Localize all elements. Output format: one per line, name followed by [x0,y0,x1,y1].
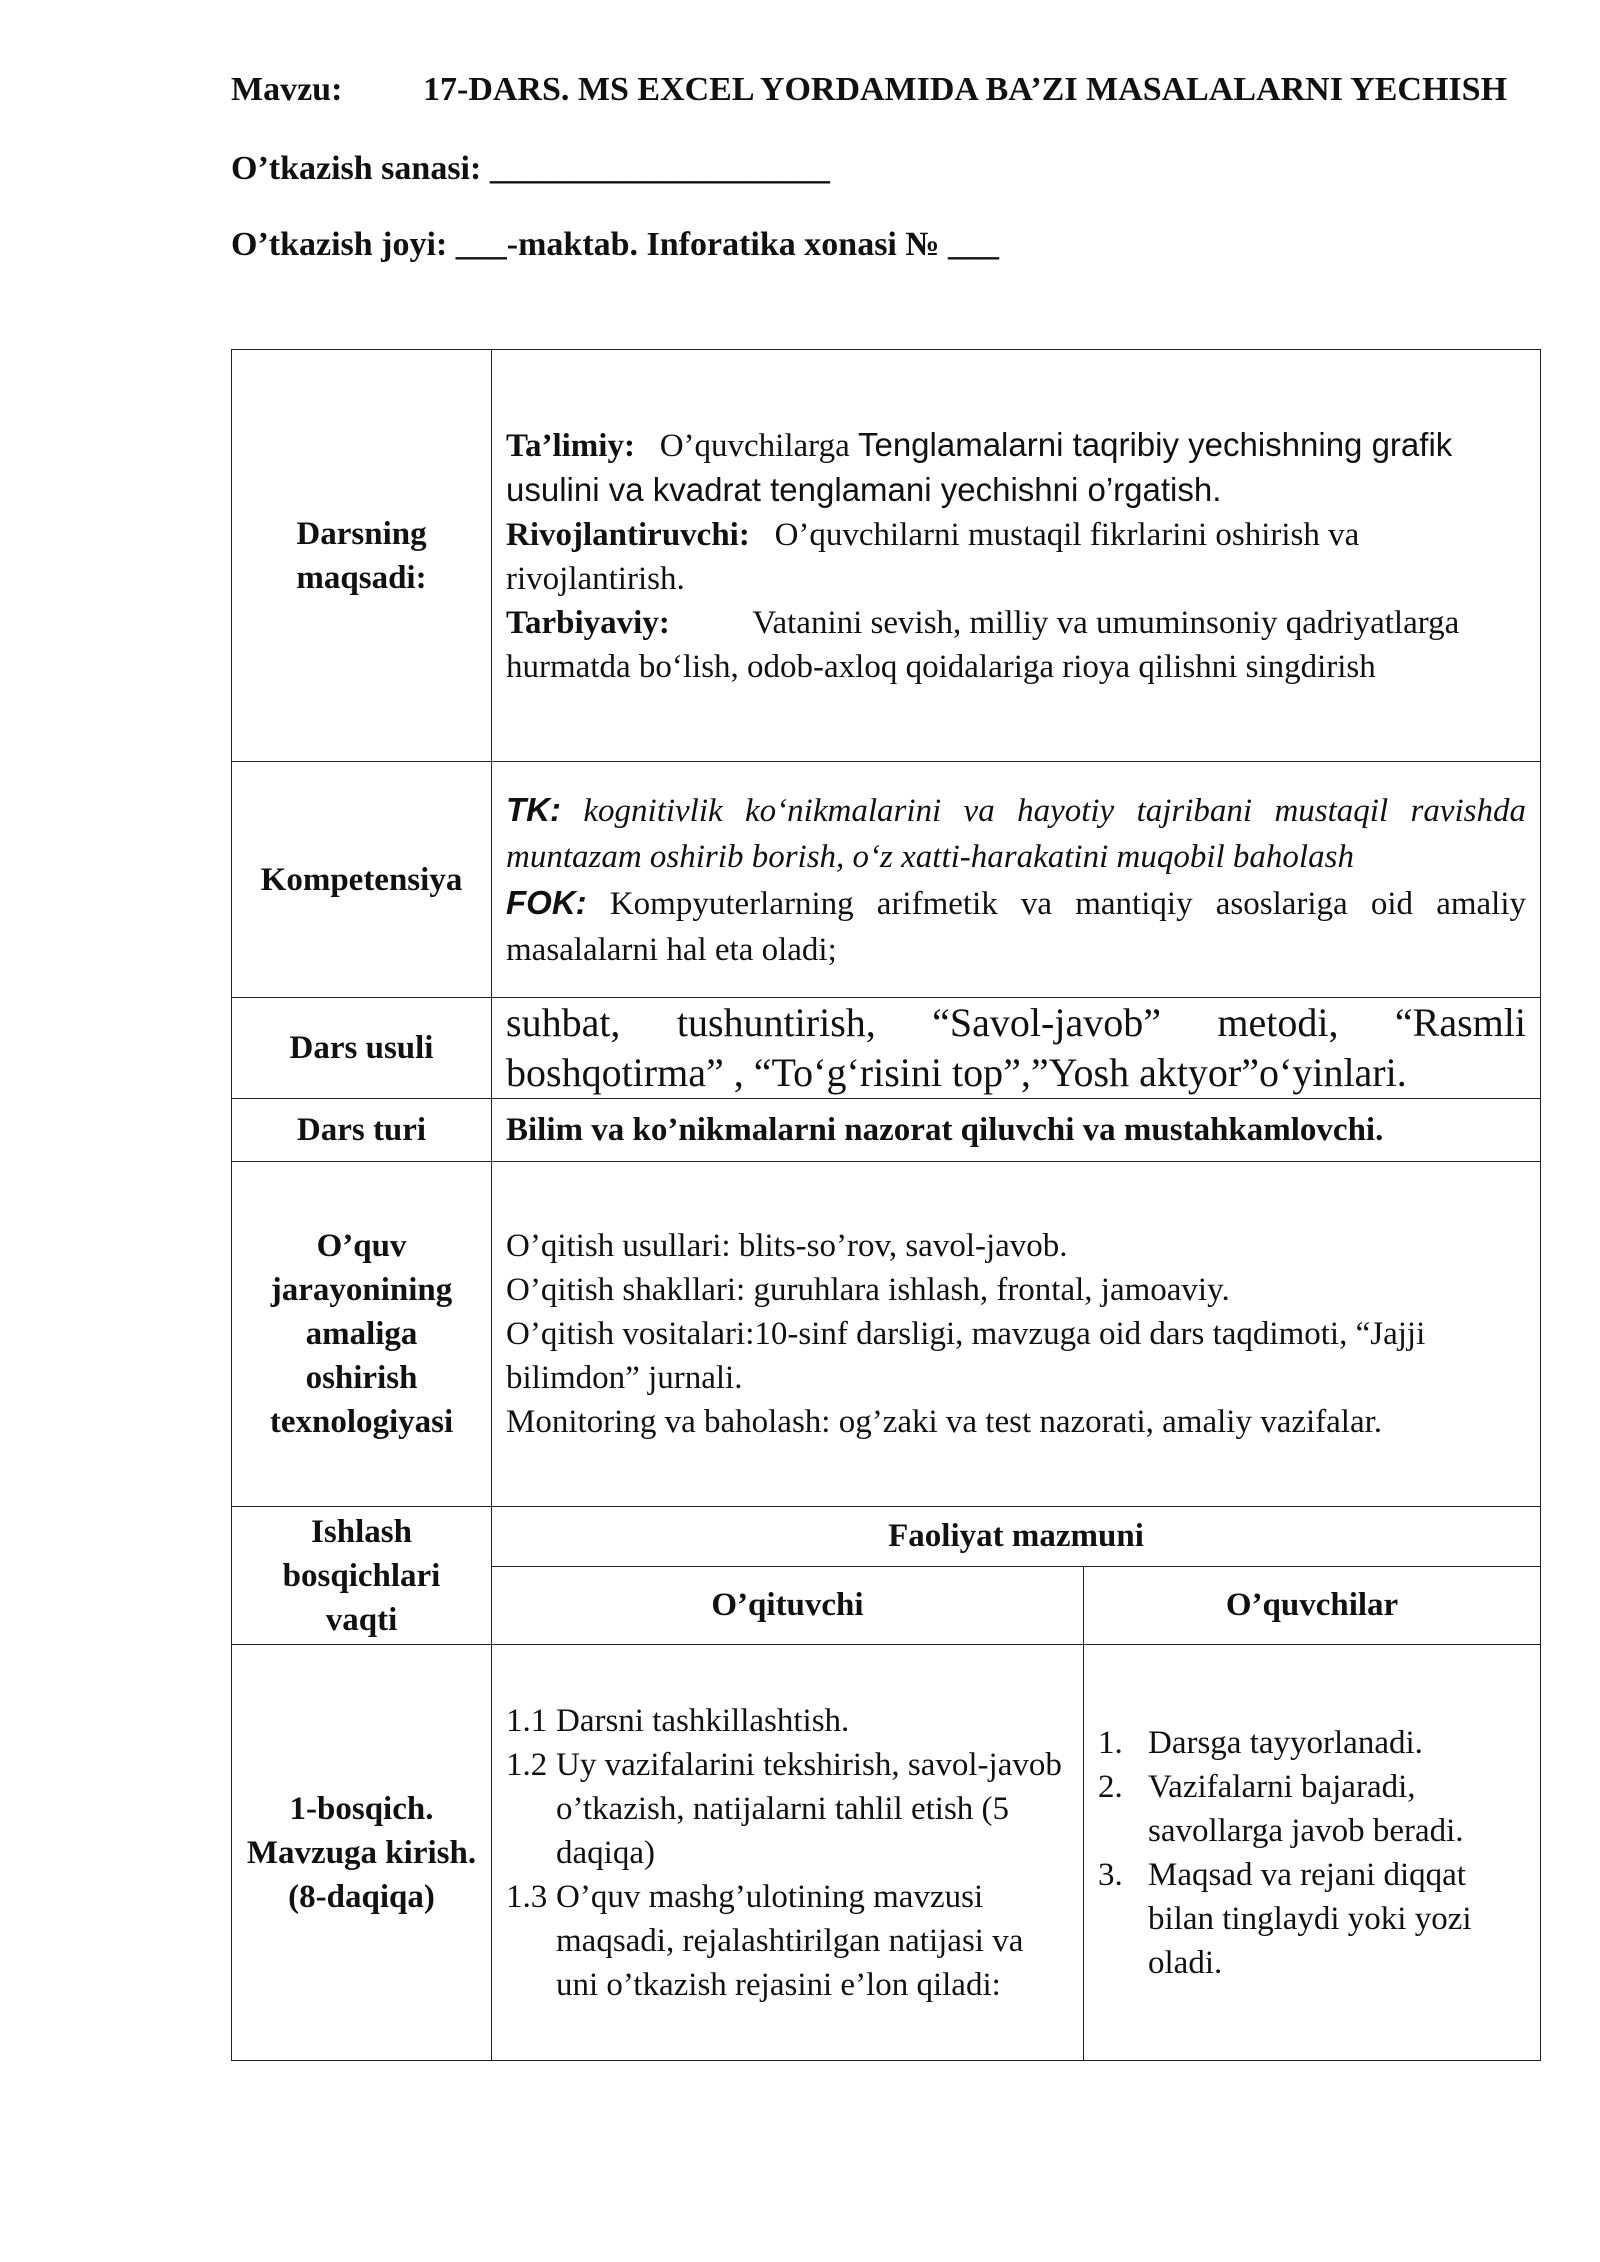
tk-label: TK: [506,790,561,828]
lesson-header [231,72,1531,264]
tk-competence [506,787,1526,880]
step-text: Darsni tashkillashtish. [556,1702,850,1739]
fok-competence [506,880,1526,973]
teacher-header: O’qituvchi [492,1567,1084,1645]
stage-1-teacher [492,1645,1084,2061]
activity-header-row [232,1507,1541,1567]
type-label: Dars turi [232,1099,492,1162]
fok-text: Kompyuterlarning arifmetik va mantiqiy asoslariga oid amaliy masalalarni hal eta oladi; [506,885,1527,968]
list-item [506,1743,1069,1875]
educational-goal [506,423,1526,513]
upbringing-goal [506,601,1526,689]
list-item [1098,1721,1526,1765]
date-line: O’tkazish sanasi: ____________________ [231,150,830,187]
technology-line: O’qitish vositalari:10-sinf darsligi, mavzuga oid dars taqdimoti, “Jajji bilimdon” jurnali. [506,1316,1426,1396]
educational-goal-text-a: O’quvchilarga [659,427,850,464]
list-item [506,1699,1069,1743]
fok-label: FOK: [506,883,587,921]
technology-row [232,1162,1541,1507]
list-item [1098,1765,1526,1853]
competence-label: Kompetensiya [232,762,492,998]
list-item [506,1875,1069,2007]
place-line: O’tkazish joyi: ___-maktab. Inforatika xonasi № ___ [231,226,1000,263]
upbringing-goal-text: Vatanini sevish, milliy va umuminsoniy qadriyatlarga hurmatda bo‘lish, odob-axloq qoidalariga rioya qilishni singdirish [506,604,1460,685]
upbringing-goal-label: Tarbiyaviy: [506,604,670,641]
list-item [1098,1853,1526,1985]
goal-label: Darsning maqsadi: [232,350,492,762]
developmental-goal-label: Rivojlantiruvchi: [506,516,750,553]
method-row [232,998,1541,1099]
educational-goal-text-b: Tenglamalarni taqribiy yechishning grafik usulini va kvadrat tenglamani yechishni o’rgatish. [506,425,1453,508]
tk-text: kognitivlik ko‘nikmalarini va hayotiy tajribani mustaqil ravishda muntazam oshirib borish, o‘z xatti-harakatini muqobil baholash [506,792,1527,875]
topic-row [231,72,1531,108]
step-number: 1.3 [506,1878,548,1915]
students-steps-list [1098,1721,1526,1985]
stage-1-students [1084,1645,1541,2061]
educational-goal-label: Ta’limiy: [506,427,635,464]
step-text: Maqsad va rejani diqqat bilan tinglaydi yoki yozi oladi. [1148,1856,1472,1981]
method-label: Dars usuli [232,998,492,1099]
step-number: 1.1 [506,1702,548,1739]
type-row [232,1099,1541,1162]
goal-row [232,350,1541,762]
step-text: Darsga tayyorlanadi. [1148,1724,1423,1761]
technology-line: Monitoring va baholash: og’zaki va test nazorati, amaliy vazifalar. [506,1404,1383,1440]
developmental-goal-text: O’quvchilarni mustaqil fikrlarini oshirish va rivojlantirish. [506,516,1360,597]
method-text: suhbat, tushuntirish, “Savol-javob” metodi, “Rasmli boshqotirma” , “To‘g‘risini top”,”Yosh aktyor”o‘yinlari. [492,998,1541,1099]
activity-content-header: Faoliyat mazmuni [492,1507,1541,1567]
technology-line: O’qitish shakllari: guruhlara ishlash, frontal, jamoaviy. [506,1272,1230,1308]
goal-content [492,350,1541,762]
topic-title: 17-DARS. MS EXCEL YORDAMIDA BA’ZI MASALALARNI YECHISH [423,71,1508,108]
type-text: Bilim va ko’nikmalarni nazorat qiluvchi va mustahkamlovchi. [492,1099,1541,1162]
step-number: 2. [1098,1768,1123,1805]
topic-label: Mavzu: [231,71,343,108]
step-number: 3. [1098,1856,1123,1893]
stage-1-row [232,1645,1541,2061]
step-number: 1. [1098,1724,1123,1761]
technology-line: O’qitish usullari: blits-so’rov, savol-javob. [506,1228,1068,1264]
developmental-goal [506,513,1526,601]
lesson-plan-table [231,349,1541,2061]
stages-label: Ishlash bosqichlari vaqti [232,1507,492,1645]
technology-label: O’quv jarayonining amaliga oshirish texnologiyasi [232,1162,492,1507]
students-header: O’quvchilar [1084,1567,1541,1645]
step-number: 1.2 [506,1746,548,1783]
competence-content [492,762,1541,998]
teacher-steps-list [506,1699,1069,2007]
step-text: Vazifalarni bajaradi, savollarga javob beradi. [1148,1768,1464,1849]
competence-row [232,762,1541,998]
step-text: O’quv mashg’ulotining mavzusi maqsadi, rejalashtirilgan natijasi va uni o’tkazish rejasini e’lon qiladi: [556,1878,1024,2003]
step-text: Uy vazifalarini tekshirish, savol-javob o’tkazish, natijalarni tahlil etish (5 daqiqa) [556,1746,1062,1871]
technology-content [492,1162,1541,1507]
stage-1-label: 1-bosqich. Mavzuga kirish. (8-daqiqa) [232,1645,492,2061]
